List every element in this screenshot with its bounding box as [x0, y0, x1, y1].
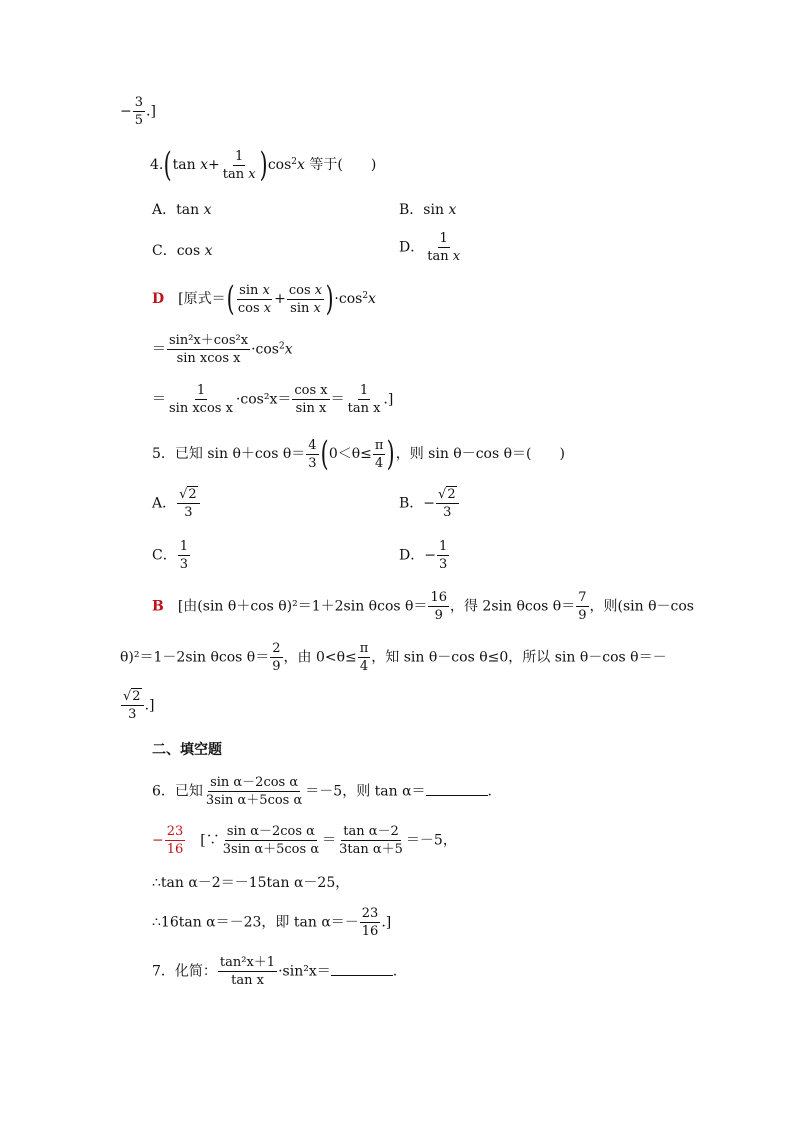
fraction [221, 825, 321, 856]
frac-den: tan x [222, 166, 256, 182]
bracket-close: .] [381, 914, 392, 931]
stem-text: ，则 sin θ－cos θ＝( ) [395, 446, 565, 462]
frac-den: 3 [308, 455, 317, 471]
option-letter: B． [399, 495, 424, 512]
frac-num: tan α－2 [343, 824, 399, 839]
fraction [221, 150, 258, 181]
option-text: cos [176, 243, 201, 259]
option-b [399, 488, 460, 519]
frac-den: 3 [443, 505, 452, 520]
frac-den: 3tan α＋5 [339, 842, 403, 857]
radicand: 2 [447, 487, 456, 502]
option-letter: A． [152, 495, 177, 512]
answer-letter: B [152, 598, 164, 615]
frac-den: tan x [427, 249, 461, 264]
cos-text: cos [288, 282, 311, 298]
equals: ＝ [322, 832, 337, 849]
exponent: 2 [291, 157, 298, 167]
fraction [358, 642, 371, 673]
sin-text: sin [239, 282, 259, 298]
option-letter: D． [399, 547, 425, 564]
option-letter: D． [399, 239, 425, 256]
paren-close: ) [325, 279, 334, 319]
option-text: tan [176, 202, 200, 218]
frac-num: 7 [578, 590, 587, 605]
stem-text: 已知 sin θ＋cos θ＝ [174, 446, 306, 462]
solution-text: θ)²＝1－2sin θcos θ＝ [120, 649, 270, 666]
option-d [399, 540, 450, 571]
frac-den: 5 [134, 113, 144, 128]
frac-den: tan x [231, 973, 264, 988]
frac-num: sin x [239, 282, 270, 298]
frac-num: sin²x＋cos²x [169, 333, 249, 348]
option-letter: C． [152, 547, 177, 564]
sqrt: √2 [179, 487, 197, 502]
frac-num: 23 [166, 824, 184, 839]
question-number: 7． [152, 963, 175, 980]
option-c: C．cos x [152, 243, 213, 259]
q5-solution-line1 [152, 591, 694, 622]
sqrt: √2 [123, 689, 141, 704]
cos-text: cos [267, 157, 292, 173]
tan-text: tan [222, 166, 245, 182]
answer-blank [331, 963, 393, 976]
section-title: 二、填空题 [152, 742, 222, 758]
frac-num: 23 [361, 906, 379, 921]
q6-solution-line1 [152, 825, 457, 856]
q4-solution-line2: ＝ $\frac{\text{sin²x＋cos²x}}{\text{sin xcos x}}$ $\cdot\cos^2x$ [152, 333, 293, 366]
solution-text: [由(sin θ＋cos θ)²＝1＋2sin θcos θ＝ [177, 598, 428, 615]
var-x: x [200, 157, 208, 173]
frac-den: 9 [272, 659, 281, 674]
frac-den: cos x [237, 300, 272, 316]
fraction [177, 488, 200, 519]
frac-num: sin α－2cos α [226, 824, 315, 839]
frac-num [436, 488, 459, 504]
fraction [178, 540, 190, 571]
minus-sign: − [152, 832, 164, 849]
stem-text: 化简： [174, 963, 217, 980]
fraction [236, 284, 273, 315]
frac-num: 1 [359, 383, 369, 398]
fraction [436, 488, 459, 519]
option-c [152, 540, 191, 571]
solution-open: [原式＝ [178, 291, 226, 307]
frac-den: 9 [434, 608, 443, 623]
q5-solution-line2 [120, 642, 667, 673]
frac-num: sin α－2cos α [210, 775, 299, 790]
frac-num: 1 [179, 539, 188, 554]
frac-den: sin x [290, 300, 321, 316]
frac-num: 1 [235, 148, 244, 164]
frac-den: 3sin α＋5cos α [222, 842, 320, 857]
minus-sign: − [423, 495, 436, 512]
solution-text: ＝－5， [405, 832, 457, 849]
stem-text: ＝－5，则 tan α＝ [305, 783, 426, 800]
frac-num [177, 488, 200, 504]
equals: ＝ [152, 341, 166, 358]
frac-den: 3sin α＋5cos α [205, 793, 303, 808]
option-d [399, 232, 463, 263]
fraction [121, 690, 144, 721]
frac-num: cos x [294, 383, 328, 398]
q5-solution-line3 [120, 690, 155, 721]
solution-text: ，由 0<θ≤ [283, 649, 357, 666]
fraction [292, 384, 329, 415]
frac-num: π [374, 437, 384, 453]
frac-den: tan x [347, 401, 381, 416]
frac-den: 3 [179, 557, 188, 572]
fraction [306, 439, 318, 470]
frac-num: π [359, 641, 369, 656]
question-6-stem [152, 776, 492, 807]
sin-text: sin [290, 300, 310, 316]
fraction [287, 284, 324, 315]
bracket-close: .] [383, 391, 394, 408]
option-letter: A． [152, 202, 177, 218]
paren-close: ) [387, 434, 396, 474]
answer-letter: D [152, 291, 165, 307]
question-number: 5． [152, 446, 175, 462]
option-letter: B． [399, 202, 424, 218]
solution-text: ，得 2sin θcos θ＝ [449, 598, 576, 615]
fraction [425, 232, 462, 263]
condition-text: 0＜θ≤ [328, 446, 372, 462]
question-4-stem: 4.(tan x+ $\frac{1}{\text{tan x}}$ )$\cos^2x$ 等于( ) [150, 145, 377, 185]
solution-text: [∵ [200, 832, 220, 849]
option-b: B．sin x [399, 202, 457, 218]
stem-tail: 等于( ) [309, 157, 377, 173]
frac-num: 2 [272, 641, 281, 656]
fraction [167, 334, 250, 365]
frac-den: 3 [128, 707, 137, 722]
period: . [487, 783, 492, 800]
radicand: 2 [188, 487, 197, 502]
frac-num: 1 [439, 231, 448, 246]
radicand: 2 [132, 689, 141, 704]
fraction [133, 96, 145, 127]
minus-sign: − [120, 103, 132, 120]
question-number: 6． [152, 783, 175, 800]
question-5-stem [152, 434, 565, 474]
solution-text: ，知 sin θ－cos θ≤0，所以 sin θ－cos θ＝－ [371, 649, 667, 666]
middle-text: ·cos²x＝ [235, 391, 292, 408]
fraction [270, 642, 282, 673]
fraction [437, 540, 449, 571]
option-text: sin [423, 202, 444, 218]
fraction [360, 907, 381, 938]
option-letter: C． [152, 243, 177, 259]
cos-text: cos [237, 300, 260, 316]
frac-num: 4 [308, 437, 317, 453]
q4-solution-line3: ＝ $\frac{1}{\text{sin xcos x}}$ ·cos²x＝ $\frac{\text{cos x}}{\text{sin x}}$ ＝ $\frac{1}{\text{tan x}}$ .] [152, 383, 394, 416]
frac-den: 9 [578, 608, 587, 623]
equals: ＝ [152, 391, 166, 408]
frac-den: 4 [375, 455, 384, 471]
q6-solution-line3 [152, 907, 391, 938]
answer-fraction [165, 825, 186, 856]
frac-den: 3 [438, 557, 448, 572]
frac-num: 16 [430, 590, 447, 605]
q4-solution-line1: D [原式＝( $\frac{\text{sin x}}{\text{cos x}}$ + $\frac{\text{cos x}}{\text{sin x}}$ )$\cdot\cos^2x$ [152, 279, 376, 319]
stem-text: 已知 [174, 783, 203, 800]
solution-text: ，则(sin θ－cos [589, 598, 694, 615]
fraction [218, 956, 277, 987]
frac-den: sin xcos x [169, 401, 233, 416]
solution-text: ∴16tan α＝－23，即 tan α＝－ [152, 914, 359, 931]
bracket-close: .] [146, 103, 156, 120]
option-a [152, 488, 201, 519]
paren-close: ) [259, 145, 268, 185]
frac-den: 16 [361, 924, 379, 939]
paren-open: ( [164, 145, 172, 185]
paren-open: ( [320, 434, 329, 474]
question-number: 4. [150, 157, 164, 173]
period: . [392, 963, 398, 980]
cos-text: ·cos [334, 291, 363, 307]
paren-open: ( [226, 279, 235, 319]
answer-blank [426, 783, 488, 796]
frac-num: cos x [288, 282, 323, 298]
tan-text: tan [172, 157, 196, 173]
prev-answer-tail [120, 96, 156, 127]
frac-num: 1 [438, 539, 448, 554]
option-a: A．tan x [152, 202, 212, 218]
bracket-close: .] [144, 697, 155, 714]
frac-num: 3 [134, 95, 144, 110]
frac-num: tan²x＋1 [219, 955, 276, 970]
plus: + [207, 157, 220, 173]
stem-text: ·sin²x＝ [278, 963, 331, 980]
fraction [337, 825, 405, 856]
fraction [346, 384, 383, 415]
frac-den: sin xcos x [176, 351, 241, 366]
frac-num [121, 690, 144, 706]
frac-den: 16 [166, 842, 184, 857]
tan-text: tan [427, 249, 449, 264]
minus-sign: − [424, 547, 436, 564]
sqrt: √2 [438, 487, 456, 502]
fraction [167, 384, 235, 415]
fraction [373, 439, 386, 470]
frac-den: 4 [359, 659, 369, 674]
q6-solution-line2: ∴tan α－2＝－15tan α－25， [152, 875, 350, 891]
question-7-stem [152, 956, 397, 987]
frac-num: 1 [196, 383, 206, 398]
fraction [576, 591, 588, 622]
frac-den: 3 [184, 505, 193, 520]
fraction [204, 776, 304, 807]
fraction [428, 591, 449, 622]
frac-den: sin x [295, 401, 327, 416]
